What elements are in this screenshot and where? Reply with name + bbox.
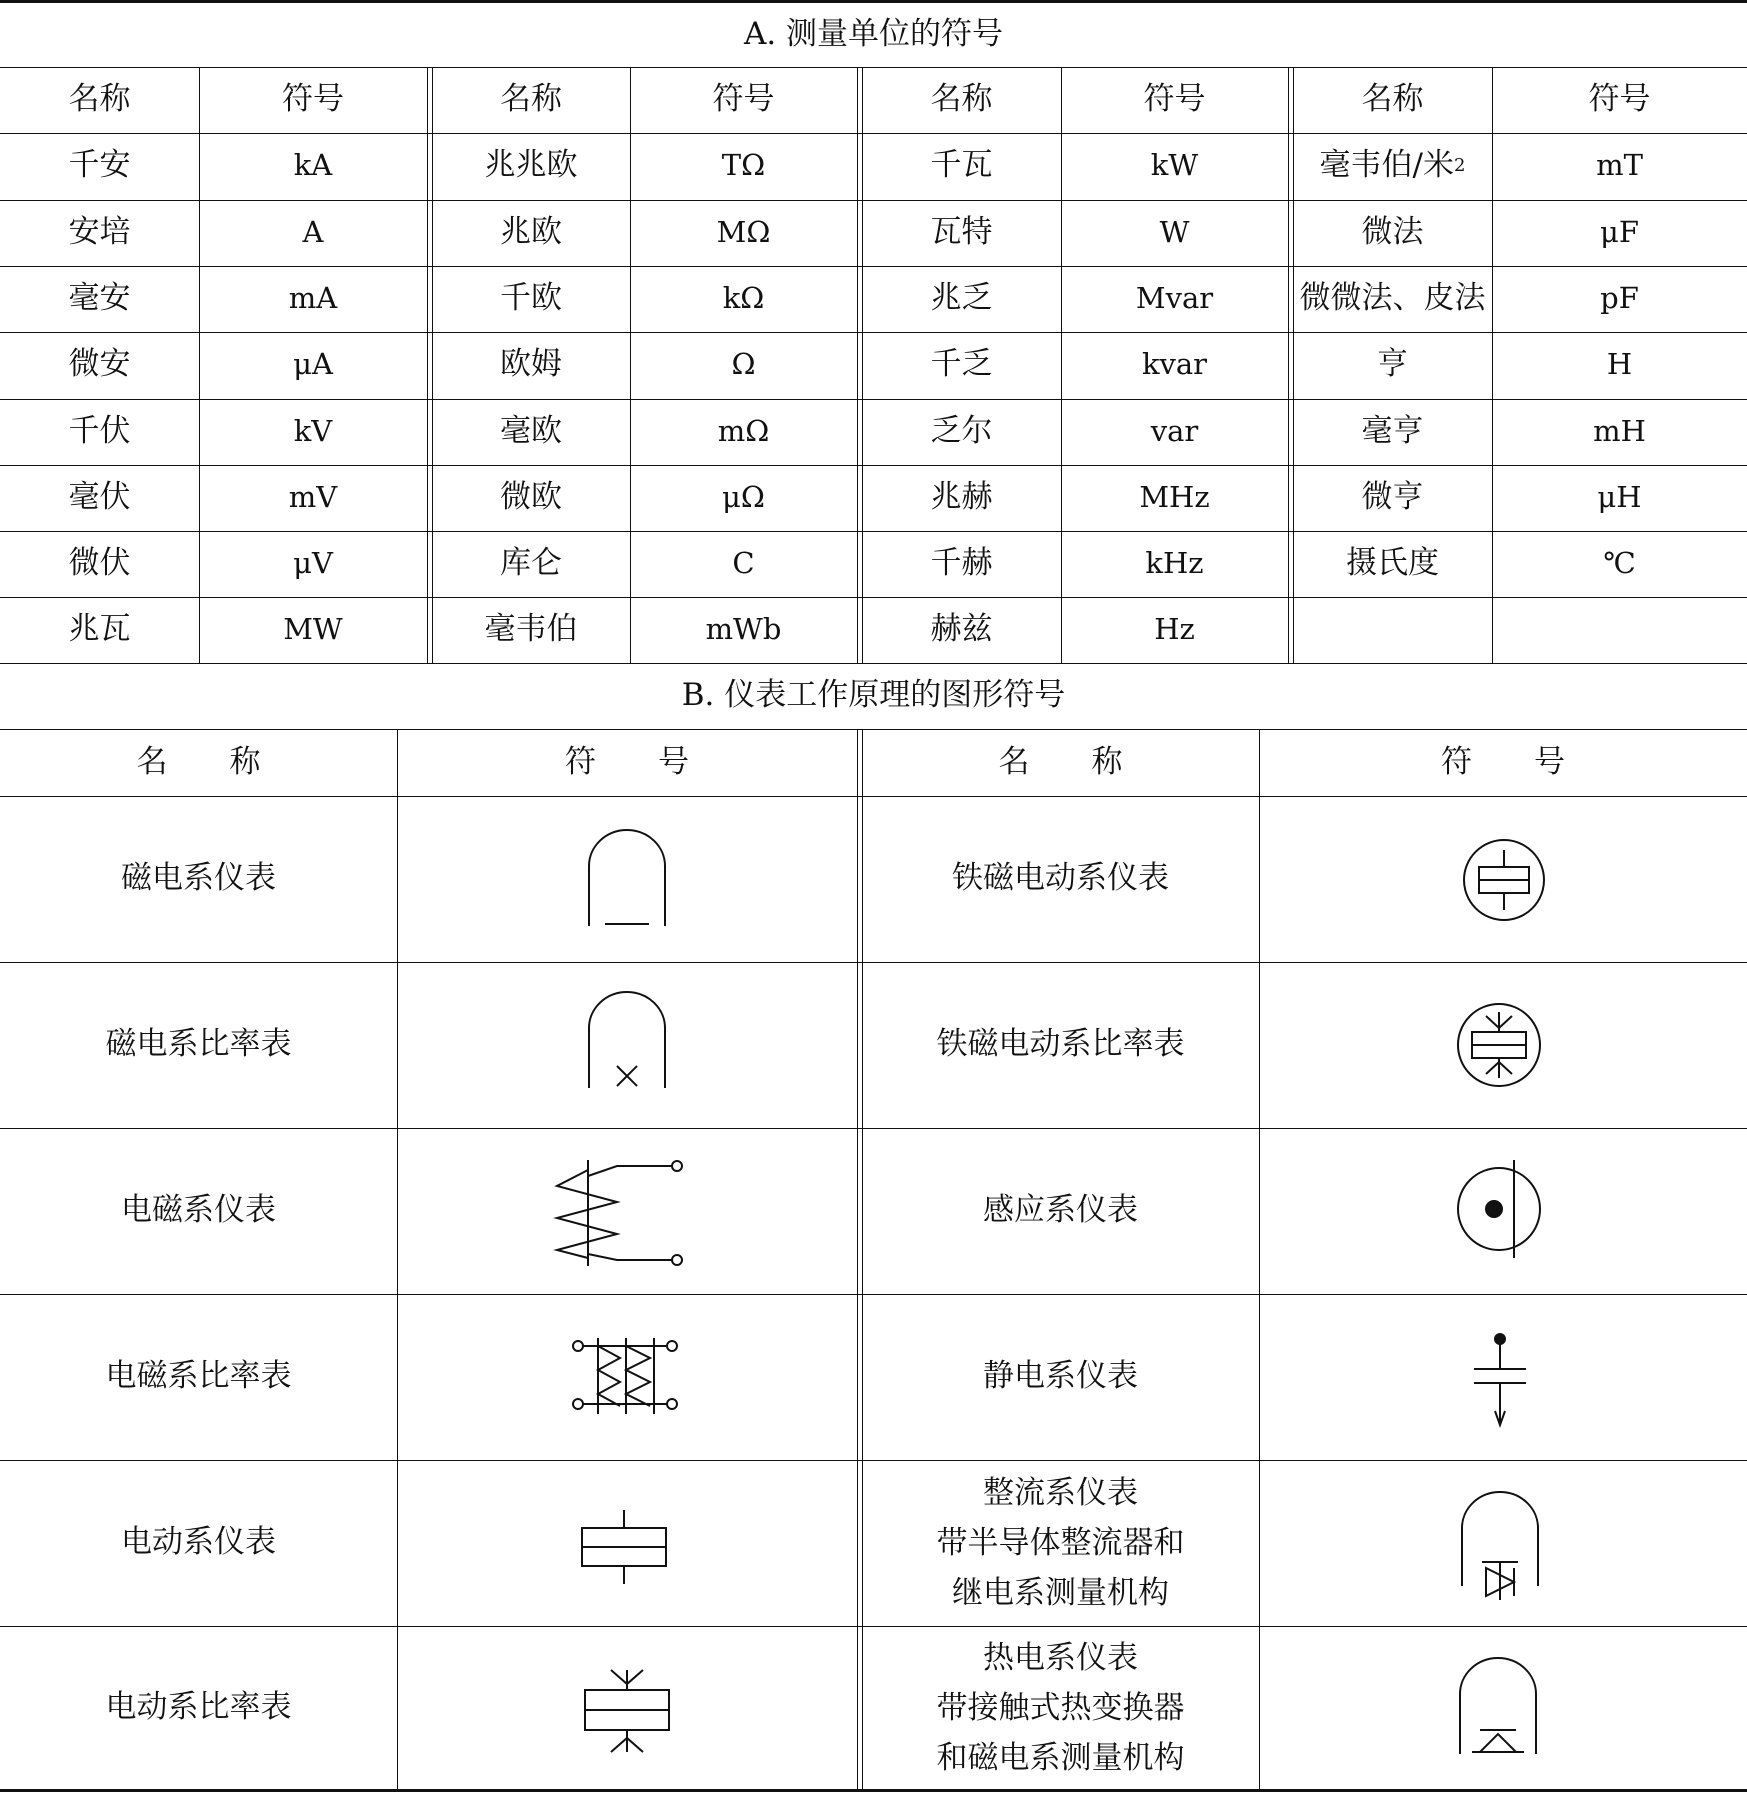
- unit-symbol: μF: [1600, 215, 1639, 250]
- unit-symbol: pF: [1600, 281, 1639, 316]
- unit-symbol: MW: [283, 612, 343, 647]
- instrument-name: 电磁系比率表: [105, 1358, 292, 1395]
- unit-symbol: H: [1606, 347, 1633, 382]
- unit-name: 毫亨: [1361, 413, 1424, 450]
- unit-name: 毫伏: [68, 479, 131, 516]
- instrument-name: 电磁系仪表: [121, 1192, 276, 1229]
- unit-symbol: μΩ: [722, 480, 765, 515]
- unit-symbol: mV: [288, 480, 338, 515]
- unit-name: 兆欧: [500, 214, 562, 251]
- unit-name: 微微法、皮法: [1299, 280, 1486, 317]
- unit-symbol: mWb: [705, 612, 782, 647]
- header-symbol: 符 号: [1441, 743, 1565, 780]
- unit-symbol: [1492, 597, 1747, 663]
- unit-name: 欧姆: [500, 346, 562, 383]
- unit-symbol: Ω: [731, 347, 756, 382]
- unit-symbol: Hz: [1154, 612, 1195, 647]
- header-name: 名称: [68, 81, 131, 118]
- unit-symbol: μA: [293, 347, 333, 382]
- unit-name: 千安: [68, 147, 131, 184]
- unit-name: 千欧: [500, 280, 562, 317]
- header-symbol: 符号: [282, 81, 344, 118]
- unit-symbol: MHz: [1139, 480, 1210, 515]
- header-name: 名称: [500, 81, 562, 118]
- ferrodynamic-icon: [1462, 838, 1546, 922]
- bottom-rule: [0, 1789, 1747, 1792]
- unit-name: 兆赫: [930, 479, 993, 516]
- unit-name: 微欧: [500, 479, 562, 516]
- header-symbol: 符号: [1588, 81, 1651, 118]
- instrument-name: 整流系仪表 带半导体整流器和 继电系测量机构: [936, 1475, 1185, 1611]
- unit-name: 亨: [1377, 346, 1408, 383]
- unit-symbol: mH: [1593, 414, 1646, 449]
- unit-name: 微法: [1361, 214, 1424, 251]
- unit-symbol: mA: [288, 281, 338, 316]
- instrument-name: 电动系仪表: [121, 1524, 276, 1561]
- unit-name: 兆乏: [930, 280, 993, 317]
- header-name: 名称: [930, 81, 993, 118]
- instrument-name: 感应系仪表: [983, 1192, 1138, 1229]
- unit-name: 微亨: [1361, 479, 1424, 516]
- unit-symbol: μV: [293, 546, 333, 581]
- instrument-name: 磁电系仪表: [121, 860, 276, 897]
- unit-symbol: kvar: [1141, 347, 1208, 382]
- section-b-title: B. 仪表工作原理的图形符号: [681, 677, 1066, 714]
- unit-symbol: kW: [1150, 148, 1199, 183]
- unit-symbol: Mvar: [1135, 281, 1214, 316]
- unit-name: [1293, 597, 1492, 663]
- ferrodynamic-ratio-icon: [1456, 1002, 1542, 1088]
- header-name: 名 称: [136, 743, 261, 780]
- unit-symbol: kA: [293, 148, 333, 183]
- unit-symbol: var: [1150, 414, 1199, 449]
- header-name: 名 称: [998, 743, 1123, 780]
- unit-symbol: C: [732, 546, 755, 581]
- unit-name: 千伏: [68, 413, 131, 450]
- moving-coil-icon: [587, 828, 667, 928]
- electrodynamic-icon: [580, 1508, 670, 1584]
- electrostatic-icon: [1470, 1333, 1530, 1427]
- moving-coil-ratio-icon: [587, 990, 667, 1090]
- section-a-title: A. 测量单位的符号: [743, 16, 1004, 53]
- instrument-name: 磁电系比率表: [105, 1026, 292, 1063]
- unit-name: 兆兆欧: [484, 147, 578, 184]
- instrument-name: 静电系仪表: [983, 1358, 1138, 1395]
- unit-name: 兆瓦: [68, 611, 131, 648]
- unit-name: 毫韦伯: [484, 611, 578, 648]
- unit-symbol: W: [1159, 215, 1190, 250]
- unit-symbol: μH: [1597, 480, 1642, 515]
- unit-name: 微安: [68, 346, 131, 383]
- unit-name: 千赫: [930, 545, 993, 582]
- unit-name: 库仑: [500, 545, 562, 582]
- rectifier-icon: [1460, 1490, 1540, 1602]
- header-name: 名称: [1361, 81, 1424, 118]
- unit-name: 千乏: [930, 346, 993, 383]
- instrument-name: 铁磁电动系比率表: [936, 1026, 1185, 1063]
- unit-name: 毫欧: [500, 413, 562, 450]
- unit-symbol: A: [302, 215, 324, 250]
- unit-symbol: mΩ: [717, 414, 770, 449]
- unit-name: 瓦特: [930, 214, 993, 251]
- unit-name: 微伏: [68, 545, 131, 582]
- instrument-name: 热电系仪表 带接触式热变换器 和磁电系测量机构: [936, 1639, 1185, 1776]
- unit-symbol: kV: [293, 414, 333, 449]
- unit-symbol: MΩ: [716, 215, 771, 250]
- unit-symbol: mT: [1596, 148, 1643, 183]
- moving-iron-ratio-icon: [570, 1336, 680, 1416]
- unit-name: 摄氏度: [1346, 545, 1439, 582]
- unit-symbol: kHz: [1145, 546, 1204, 581]
- unit-name: 安培: [68, 214, 131, 251]
- header-symbol: 符号: [1143, 81, 1206, 118]
- unit-symbol: TΩ: [721, 148, 766, 183]
- instrument-name: 铁磁电动系仪表: [952, 860, 1169, 897]
- unit-name: 毫韦伯/米 2: [1319, 147, 1466, 184]
- electrodynamic-ratio-icon: [583, 1668, 673, 1754]
- header-symbol: 符号: [712, 81, 775, 118]
- thermocouple-icon: [1458, 1656, 1538, 1756]
- unit-name: 乏尔: [930, 413, 993, 450]
- unit-name: 赫兹: [930, 611, 993, 648]
- unit-symbol: ℃: [1603, 546, 1636, 581]
- induction-icon: [1456, 1158, 1542, 1260]
- instrument-name: 电动系比率表: [105, 1688, 292, 1725]
- unit-name: 千瓦: [930, 147, 993, 184]
- unit-symbol: kΩ: [722, 281, 765, 316]
- moving-iron-icon: [555, 1158, 685, 1268]
- header-symbol: 符 号: [565, 743, 689, 780]
- unit-name: 毫安: [68, 280, 131, 317]
